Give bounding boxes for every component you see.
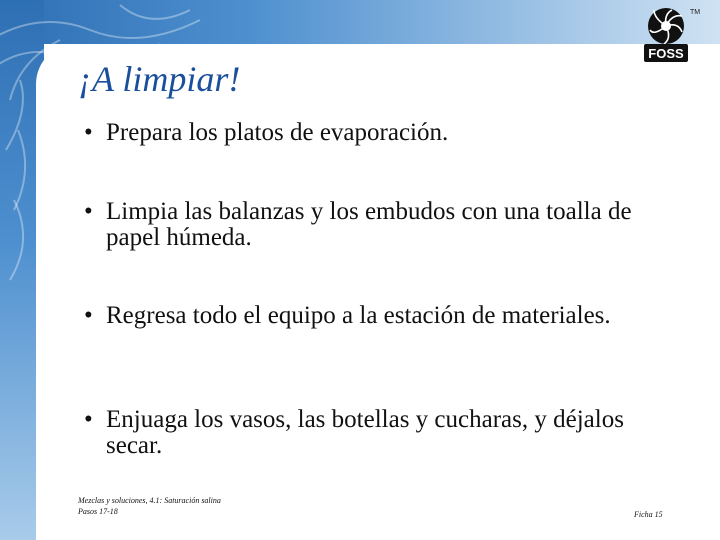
bullet-item	[84, 407, 684, 459]
footer-source	[78, 495, 221, 517]
logo-text: FOSS	[648, 46, 684, 61]
bullet-text: Enjuaga los vasos, las botellas y cucharas, y déjalos secar.	[106, 406, 624, 459]
bullet-text: Prepara los platos de evaporación.	[106, 119, 449, 146]
bullet-item	[84, 120, 448, 146]
bullet-text: Regresa todo el equipo a la estación de materiales.	[106, 302, 611, 329]
bullet-symbol: •	[84, 119, 93, 146]
trademark-mark: TM	[690, 9, 701, 16]
slide-title: ¡A limpiar!	[78, 59, 241, 99]
foss-logo	[642, 6, 690, 64]
sun-swirl-logo-icon	[648, 8, 684, 44]
footer-card-number: Ficha 15	[634, 510, 663, 519]
footer-source-line1: Mezclas y soluciones, 4.1: Saturación salina	[78, 496, 221, 505]
bullet-text: Limpia las balanzas y los embudos con una toalla de papel húmeda.	[106, 198, 632, 251]
bullet-item	[84, 199, 684, 251]
footer-source-line2: Pasos 17-18	[78, 507, 118, 516]
bullet-symbol: •	[84, 302, 93, 329]
bullet-item	[84, 303, 611, 329]
bullet-symbol: •	[84, 406, 93, 433]
bullet-symbol: •	[84, 198, 93, 225]
